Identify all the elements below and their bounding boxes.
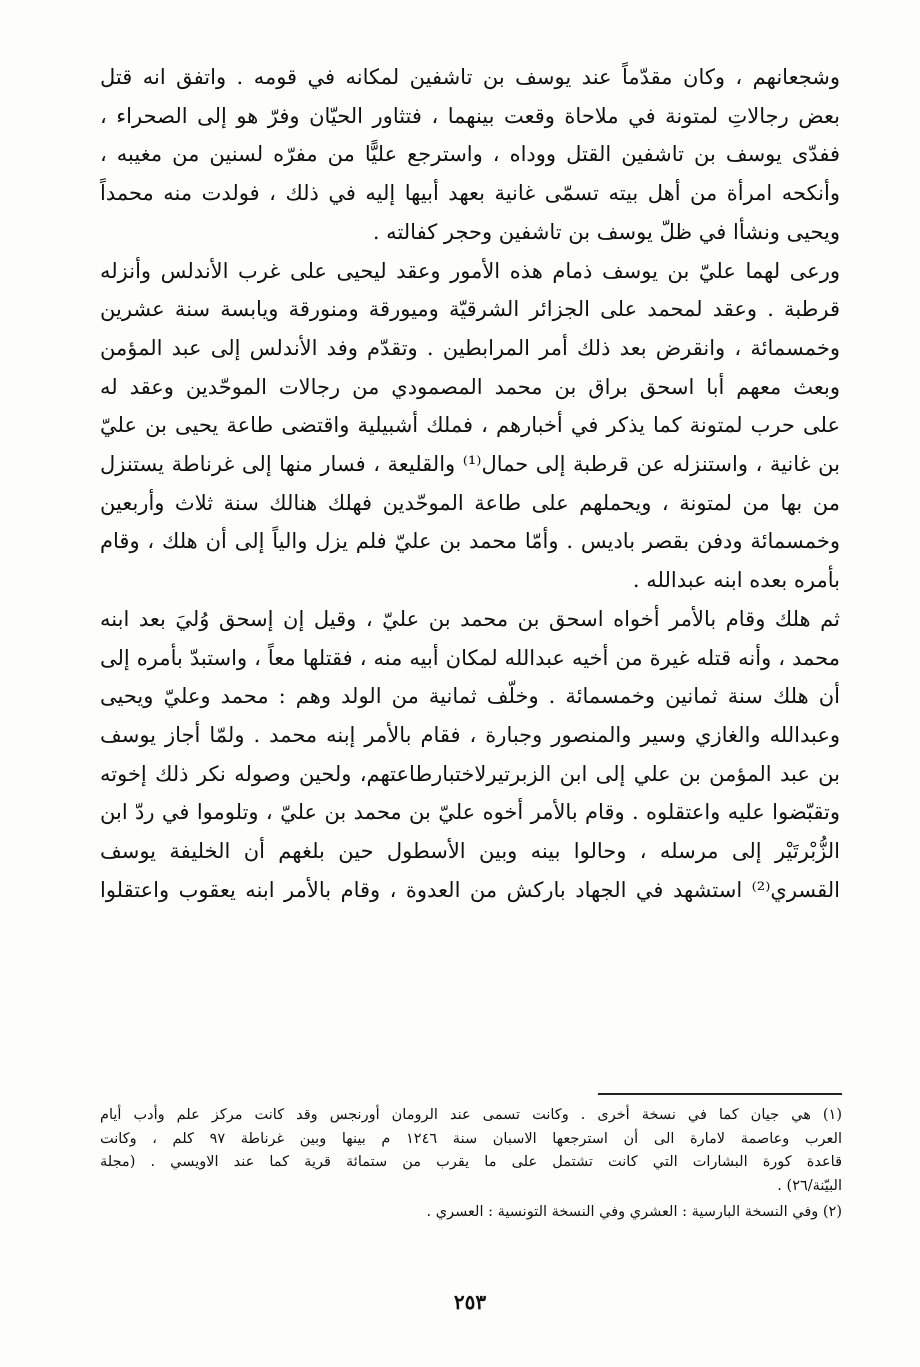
text-line: أن هلك سنة ثمانين وخمسمائة . وخلّف ثمانية من الولد وهم : محمد وعليّ ويحيى xyxy=(100,684,840,709)
text-line: القسري⁽²⁾ استشهد في الجهاد باركش من العدوة ، وقام بالأمر ابنه يعقوب واعتقلوا xyxy=(100,877,840,902)
text-line: وتقبّضوا عليه واعتقلوه . وقام بالأمر أخوه عليّ بن محمد بن عليّ ، وتلوموا في ردّ ابن xyxy=(100,800,840,825)
footnotes xyxy=(100,1104,842,1228)
text-line: بن غانية ، واستنزله عن قرطبة إلى حمال⁽¹⁾ والقليعة ، فسار منها إلى غرناطة يستنزل xyxy=(100,452,840,477)
text-line: محمد ، وأنه قتله غيرة من أخيه عبدالله لمكان أبيه منه ، فقتلها معاً ، واستبدّ بأمره إلى xyxy=(100,645,840,670)
text-line: وشجعانهم ، وكان مقدّماً عند يوسف بن تاشفين لمكانه في قومه . واتفق انه قتل xyxy=(100,65,840,89)
footnote-line: (١) هي جيان كما في نسخة أخرى . وكانت تسمى عند الرومان أورنجس وقد كانت مركز علم وأدب أيام xyxy=(100,1107,842,1123)
text-line: من بها من لمتونة ، ويحملهم على طاعة الموحّدين فهلك هنالك سنة ثلاث وأربعين xyxy=(100,490,840,515)
text-line: بأمره بعده ابنه عبدالله . xyxy=(632,568,840,593)
text-line: وعبدالله والغازي وسير والمنصور وجبارة ، فقام بالأمر إبنه محمد . ولمّا أجاز يوسف xyxy=(100,722,840,747)
text-line: ففدّى يوسف بن تاشفين القتل ووداه ، واسترجع عليًّا من مفرّه لسنين من مغيبه ، xyxy=(100,142,840,167)
footnote-divider xyxy=(598,1093,842,1095)
footnote-line: العرب وعاصمة لامارة الى أن استرجعها الاسبان سنة ١٢٤٦ م بينها وبين غرناطة ٩٧ كلم ، وكانت xyxy=(100,1130,842,1147)
text-line: الزُّبْرتَيْر إلى مرسله ، وحالوا بينه وبين الأسطول حين بلغهم أن الخليفة يوسف xyxy=(100,839,840,864)
footnote-line: (٢) وفي النسخة البارسية : العشري وفي النسخة التونسية : العسري . xyxy=(426,1204,842,1220)
text-line: ويحيى ونشأا في ظلّ يوسف بن تاشفين وحجر كفالته . xyxy=(372,219,840,244)
text-line: وأنكحه امرأة من أهل بيته تسمّى غانية بعهد أبيها إليه في ذلك ، فولدت منه محمداً xyxy=(100,181,840,206)
text-line: ورعى لهما عليّ بن يوسف ذمام هذه الأمور وعقد ليحيى على غرب الأندلس وأنزله xyxy=(100,258,840,283)
footnote-2 xyxy=(100,1201,842,1225)
footnote-line: قاعدة كورة البشارات التي كانت تشتمل على ما يقرب من ستمائة قرية كما عند الاويسي . (مجلة xyxy=(100,1154,842,1170)
text-line: على حرب لمتونة كما يذكر في أخبارهم ، فملك أشبيلية واقتضى طاعة يحيى بن عليّ xyxy=(100,413,840,438)
text-line: بن عبد المؤمن بن علي إلى ابن الزبرتيرلاختبارطاعتهم، ولحين وصوله نكر ذلك إخوته xyxy=(100,761,840,786)
paragraph-2 xyxy=(100,252,840,600)
footnote-line: البيّنة/٢٦) . xyxy=(777,1177,842,1194)
text-line: وبعث معهم أبا اسحق براق بن محمد المصمودي من رجالات الموحّدين وعقد له xyxy=(100,374,840,399)
footnote-1 xyxy=(100,1104,842,1198)
text-line: قرطبة . وعقد لمحمد على الجزائر الشرقيّة وميورقة ومنورقة ويابسة سنة عشرين xyxy=(100,297,840,322)
page-number: ٢٥٣ xyxy=(453,1290,487,1314)
main-text xyxy=(100,58,840,909)
paragraph-3 xyxy=(100,600,840,910)
paragraph-1 xyxy=(100,58,840,252)
text-line: ثم هلك وقام بالأمر أخواه اسحق بن محمد بن عليّ ، وقيل إن إسحق وُليَ بعد ابنه xyxy=(100,606,840,631)
text-line: وخمسمائة ودفن بقصر باديس . وأمّا محمد بن عليّ فلم يزل والياً إلى أن هلك ، وقام xyxy=(100,529,840,554)
text-line: وخمسمائة ، وانقرض بعد ذلك أمر المرابطين . وتقدّم وفد الأندلس إلى عبد المؤمن xyxy=(100,335,840,360)
text-line: بعض رجالاتِ لمتونة في ملاحاة وقعت بينهما ، فتثاور الحيّان وفرّ هو إلى الصحراء ، xyxy=(100,103,840,128)
